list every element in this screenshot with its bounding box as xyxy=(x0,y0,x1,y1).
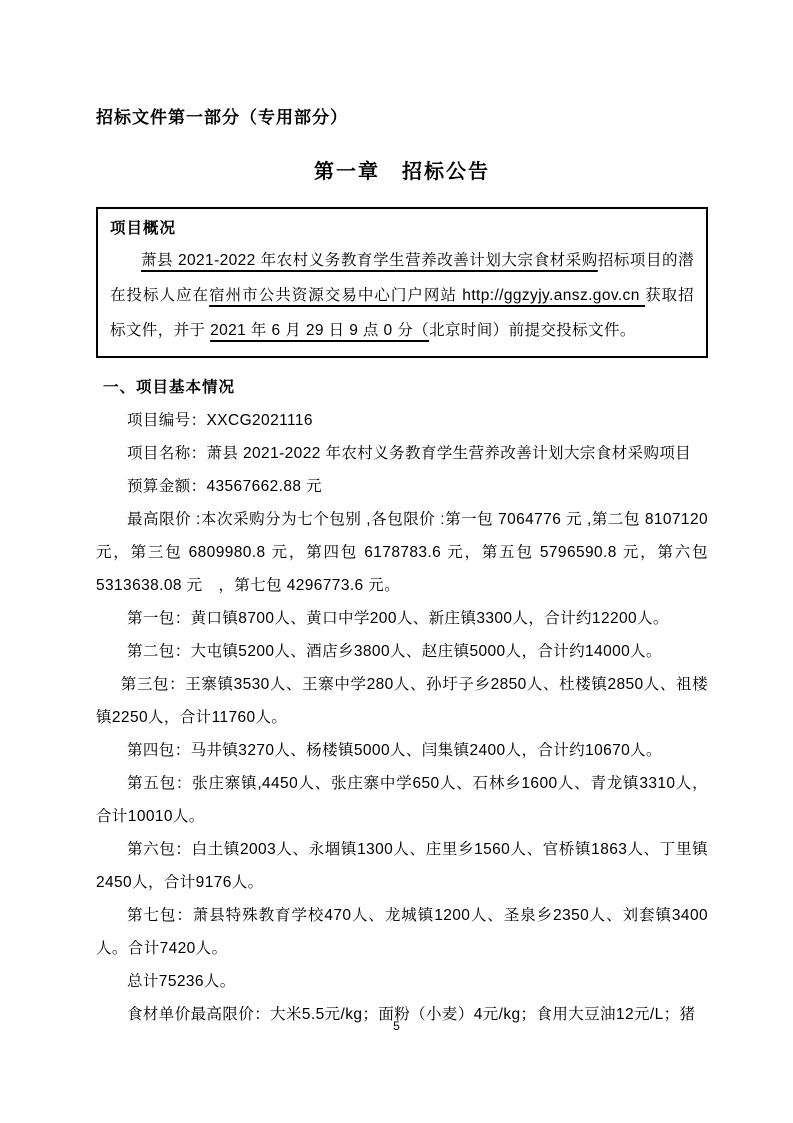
paragraph-budget-amount: 预算金额：43567662.88 元 xyxy=(127,478,323,495)
paragraph-package-5: 第五包：张庄寨镇,4450人、张庄寨中学650人、石林乡1600人、青龙镇3310人，合计10010人。 xyxy=(96,775,708,825)
overview-text-segment: 招标项目的潜在投标人应在 xyxy=(110,252,695,304)
document-title: 招标文件第一部分（专用部分） xyxy=(96,108,348,127)
overview-text-segment: 北京时间）前提交投标文件。 xyxy=(429,322,636,339)
overview-deadline-underlined: 2021 年 6 月 29 日 9 点 0 分（ xyxy=(210,322,430,339)
project-overview-title: 项目概况 xyxy=(110,220,177,237)
overview-website-underlined: 宿州市公共资源交易中心门户网站 http://ggzyjy.ansz.gov.cn xyxy=(209,287,646,304)
paragraph-package-1: 第一包：黄口镇8700人、黄口中学200人、新庄镇3300人，合计约12200人。 xyxy=(127,610,669,627)
project-basic-info-section xyxy=(96,371,708,1031)
paragraph-project-name: 项目名称：萧县 2021-2022 年农村义务教育学生营养改善计划大宗食材采购项目 xyxy=(127,445,692,462)
page-number: 5 xyxy=(393,1019,400,1033)
overview-project-name-underlined: 萧县 2021-2022 年农村义务教育学生营养改善计划大宗食材采购 xyxy=(141,252,598,269)
paragraph-package-4: 第四包：马井镇3270人、杨楼镇5000人、闫集镇2400人，合计约10670人。 xyxy=(127,742,662,759)
paragraph-max-price-limit: 最高限价 :本次采购分为七个包别 ,各包限价 :第一包 7064776 元 ,第二包 8107120 元，第三包 6809980.8 元，第四包 6178783.6 元，第五包 5796590.8 元，第六包 5313638.08 元 ，第七包 4296773.6 元。 xyxy=(96,511,708,594)
overview-text-segment: 获取招标文件，并于 xyxy=(110,287,695,339)
chapter-title: 第一章 招标公告 xyxy=(314,161,490,183)
paragraph-unit-price-limit: 食材单价最高限价：大米5.5元/kg；面粉（小麦）4元/kg；食用大豆油12元/L；猪 xyxy=(127,1006,696,1023)
document-content xyxy=(96,106,708,1031)
section-heading-basic-info: 一、项目基本情况 xyxy=(102,379,235,396)
paragraph-package-7: 第七包：萧县特殊教育学校470人、龙城镇1200人、圣泉乡2350人、刘套镇3400人。合计7420人。 xyxy=(96,907,708,957)
paragraph-total-count: 总计75236人。 xyxy=(127,973,236,990)
paragraph-package-6: 第六包：白土镇2003人、永堌镇1300人、庄里乡1560人、官桥镇1863人、丁里镇2450人，合计9176人。 xyxy=(96,841,708,891)
paragraph-package-2: 第二包：大屯镇5200人、酒店乡3800人、赵庄镇5000人，合计约14000人。 xyxy=(127,643,662,660)
project-overview-paragraph xyxy=(110,243,694,348)
paragraph-package-3: 第三包：王寨镇3530人、王寨中学280人、孙圩子乡2850人、杜楼镇2850人、祖楼镇2250人，合计11760人。 xyxy=(96,676,708,726)
paragraph-project-number: 项目编号：XXCG2021116 xyxy=(127,412,313,429)
project-overview-box xyxy=(96,207,708,358)
